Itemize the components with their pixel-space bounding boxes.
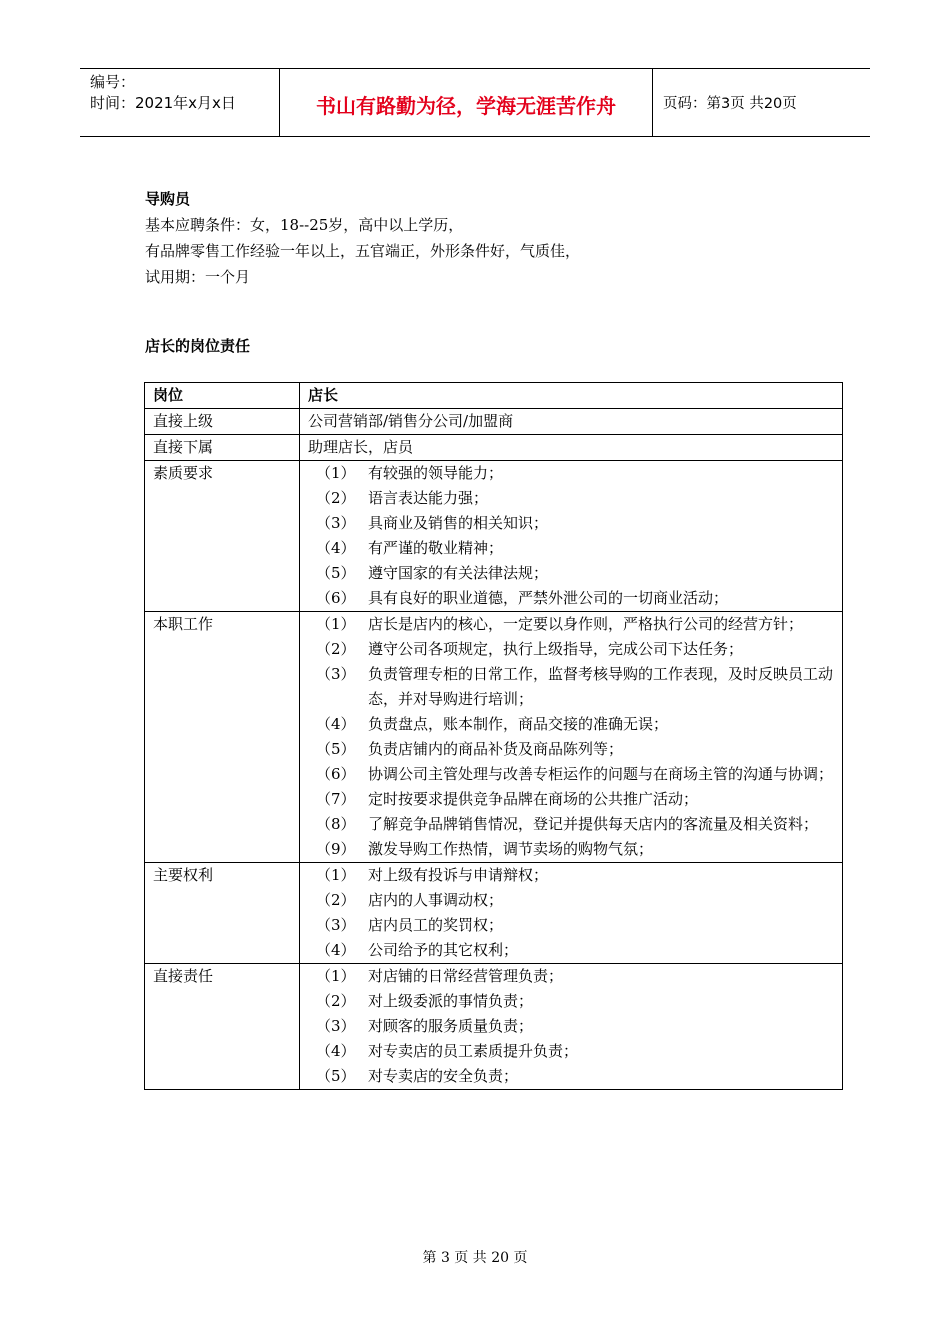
- header-meta: [80, 69, 280, 136]
- item-number: （4）: [316, 1042, 356, 1060]
- item-number: （3）: [316, 916, 356, 934]
- list-item: [308, 1039, 834, 1064]
- list-item: [308, 837, 834, 862]
- list-item: [308, 612, 834, 637]
- table-row: [145, 461, 843, 612]
- item-text: 店长是店内的核心，一定要以身作则，严格执行公司的经营方针；: [368, 615, 804, 633]
- item-text: 公司给予的其它权利；: [368, 941, 519, 959]
- item-number: （2）: [316, 640, 356, 658]
- item-number: （5）: [316, 564, 356, 582]
- item-text: 语言表达能力强；: [368, 489, 489, 507]
- list-item: [308, 637, 834, 662]
- list-item: [308, 662, 834, 712]
- item-text: 有较强的领导能力；: [368, 464, 504, 482]
- list-item: [308, 812, 834, 837]
- table-row: [145, 435, 843, 461]
- row-label: 素质要求: [145, 461, 300, 612]
- row-items: [300, 612, 843, 863]
- item-text: 了解竞争品牌销售情况，登记并提供每天店内的客流量及相关资料；: [368, 815, 819, 833]
- row-label: 直接下属: [145, 435, 300, 461]
- item-number: （1）: [316, 866, 356, 884]
- row-items: [300, 461, 843, 612]
- list-item: [308, 888, 834, 913]
- item-number: （8）: [316, 815, 356, 833]
- intro-block: [145, 186, 580, 290]
- item-number: （6）: [316, 765, 356, 783]
- page-footer: 第 3 页 共 20 页: [422, 1250, 528, 1266]
- list-item: [308, 1014, 834, 1039]
- item-number: （9）: [316, 840, 356, 858]
- item-text: 遵守公司各项规定，执行上级指导，完成公司下达任务；: [368, 640, 744, 658]
- list-item: [308, 863, 834, 888]
- item-number: （4）: [316, 941, 356, 959]
- table-row: [145, 863, 843, 964]
- list-item: [308, 913, 834, 938]
- item-number: （2）: [316, 992, 356, 1010]
- item-text: 负责盘点，账本制作，商品交接的准确无误；: [368, 715, 669, 733]
- row-label: 本职工作: [145, 612, 300, 863]
- intro-line: 基本应聘条件：女，18--25岁，高中以上学历，: [145, 216, 464, 234]
- item-text: 对上级委派的事情负责；: [368, 992, 534, 1010]
- list-item: [308, 561, 834, 586]
- intro-title: 导购员: [145, 190, 191, 208]
- item-number: （5）: [316, 740, 356, 758]
- list-item: [308, 586, 834, 611]
- item-text: 对专卖店的员工素质提升负责；: [368, 1042, 579, 1060]
- header-motto: 书山有路勤为径，学海无涯苦作舟: [280, 69, 653, 136]
- item-number: （5）: [316, 1067, 356, 1085]
- row-label: 直接上级: [145, 409, 300, 435]
- item-text: 对店铺的日常经营管理负责；: [368, 967, 564, 985]
- table-header-cell: 店长: [300, 383, 843, 409]
- section-title: 店长的岗位责任: [145, 337, 251, 355]
- item-text: 定时按要求提供竞争品牌在商场的公共推广活动；: [368, 790, 699, 808]
- list-item: [308, 486, 834, 511]
- item-text: 店内员工的奖罚权；: [368, 916, 504, 934]
- header-page-info: 页码：第3页 共20页: [663, 96, 797, 112]
- list-item: [308, 964, 834, 989]
- time-label: 时间：2021年x月x日: [90, 94, 236, 112]
- item-text: 对顾客的服务质量负责；: [368, 1017, 534, 1035]
- item-number: （4）: [316, 715, 356, 733]
- intro-line: 试用期：一个月: [145, 268, 251, 286]
- item-text: 对专卖店的安全负责；: [368, 1067, 519, 1085]
- list-item: [308, 511, 834, 536]
- item-number: （3）: [316, 665, 356, 683]
- table-header-cell: 岗位: [145, 383, 300, 409]
- list-item: [308, 762, 834, 787]
- item-number: （1）: [316, 967, 356, 985]
- list-item: [308, 536, 834, 561]
- item-number: （2）: [316, 489, 356, 507]
- row-label: 直接责任: [145, 964, 300, 1090]
- item-text: 激发导购工作热情，调节卖场的购物气氛；: [368, 840, 654, 858]
- list-item: [308, 787, 834, 812]
- row-value: 公司营销部/销售分公司/加盟商: [300, 409, 843, 435]
- code-label: 编号：: [90, 73, 136, 91]
- list-item: [308, 461, 834, 486]
- table-header-row: [145, 383, 843, 409]
- row-value: 助理店长，店员: [300, 435, 843, 461]
- row-items: [300, 863, 843, 964]
- item-number: （2）: [316, 891, 356, 909]
- table-row: [145, 409, 843, 435]
- item-text: 店内的人事调动权；: [368, 891, 504, 909]
- item-text: 负责管理专柜的日常工作，监督考核导购的工作表现，及时反映员工动态，并对导购进行培训；: [368, 665, 834, 708]
- page-header: [80, 68, 870, 137]
- item-number: （3）: [316, 514, 356, 532]
- intro-line: 有品牌零售工作经验一年以上，五官端正，外形条件好，气质佳，: [145, 242, 581, 260]
- table-row: [145, 612, 843, 863]
- item-text: 有严谨的敬业精神；: [368, 539, 504, 557]
- item-text: 遵守国家的有关法律法规；: [368, 564, 549, 582]
- list-item: [308, 1064, 834, 1089]
- list-item: [308, 737, 834, 762]
- item-text: 具商业及销售的相关知识；: [368, 514, 549, 532]
- list-item: [308, 712, 834, 737]
- duty-table: [144, 382, 843, 1090]
- item-number: （7）: [316, 790, 356, 808]
- item-text: 负责店铺内的商品补货及商品陈列等；: [368, 740, 624, 758]
- list-item: [308, 989, 834, 1014]
- list-item: [308, 938, 834, 963]
- row-items: [300, 964, 843, 1090]
- item-number: （3）: [316, 1017, 356, 1035]
- item-number: （1）: [316, 615, 356, 633]
- row-label: 主要权利: [145, 863, 300, 964]
- item-number: （4）: [316, 539, 356, 557]
- item-number: （1）: [316, 464, 356, 482]
- item-text: 具有良好的职业道德，严禁外泄公司的一切商业活动；: [368, 589, 729, 607]
- item-text: 协调公司主管处理与改善专柜运作的问题与在商场主管的沟通与协调；: [368, 765, 834, 783]
- table-row: [145, 964, 843, 1090]
- item-number: （6）: [316, 589, 356, 607]
- item-text: 对上级有投诉与申请辩权；: [368, 866, 549, 884]
